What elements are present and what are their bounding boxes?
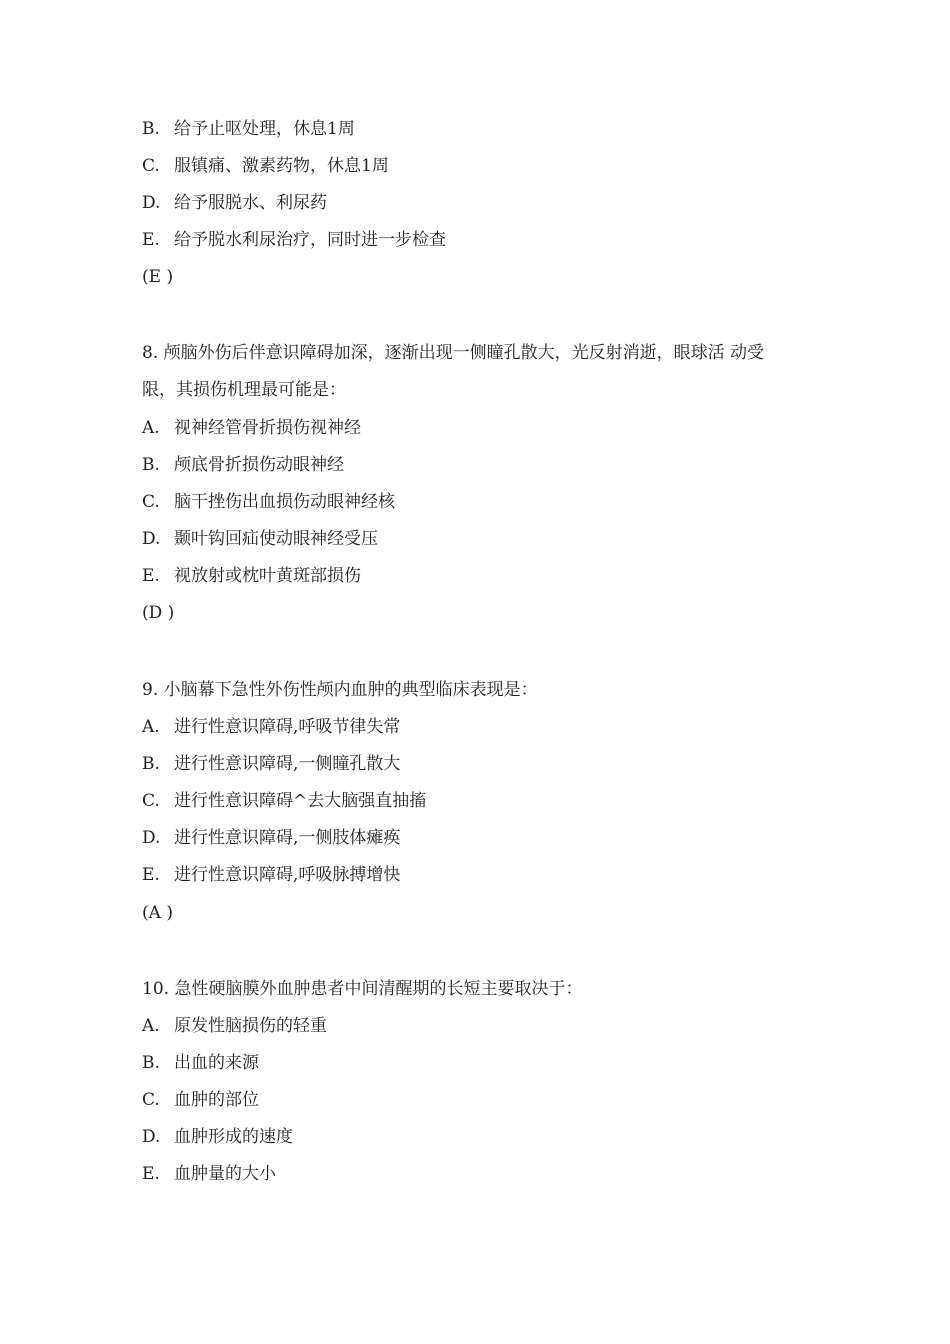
q8-stem (142, 342, 832, 416)
q7-answer: (E ) (142, 267, 174, 287)
q9-option-b (142, 753, 400, 775)
option-text: 血肿量的大小 (174, 1164, 276, 1184)
option-text: 服镇痛、激素药物，休息1周 (174, 156, 389, 176)
q10-stem: 10. 急性硬脑膜外血肿患者中间清醒期的长短主要取决于： (142, 979, 583, 999)
option-text: 颞叶钩回疝使动眼神经受压 (174, 529, 378, 549)
option-text: 原发性脑损伤的轻重 (174, 1016, 327, 1036)
option-text: 进行性意识障碍,一侧肢体瘫痪 (174, 828, 401, 848)
option-label: D. (142, 828, 161, 848)
q10-option-a (142, 1015, 327, 1037)
option-label: E. (142, 1164, 160, 1184)
option-label: C. (142, 492, 160, 512)
q8-option-a (142, 417, 361, 439)
option-label: C. (142, 156, 160, 176)
q8-option-b (142, 454, 344, 476)
option-label: C. (142, 791, 160, 811)
option-text: 进行性意识障碍^去大脑强直抽搐 (174, 791, 427, 811)
q10-option-d (142, 1126, 293, 1148)
q7-option-b (142, 118, 355, 140)
q8-stem-line-1: 8. 颅脑外伤后伴意识障碍加深，逐渐出现一侧瞳孔散大，光反射消逝，眼球活 动受 (142, 343, 765, 363)
q10-option-e (142, 1163, 276, 1185)
q9-option-c (142, 790, 426, 812)
q9-stem: 9. 小脑幕下急性外伤性颅内血肿的典型临床表现是： (142, 680, 538, 700)
q9-answer: (A ) (142, 903, 173, 923)
option-label: D. (142, 1127, 161, 1147)
option-label: B. (142, 119, 160, 139)
option-label: B. (142, 455, 160, 475)
option-text: 脑干挫伤出血损伤动眼神经核 (174, 492, 395, 512)
q7-option-c (142, 155, 389, 177)
q8-option-d (142, 528, 378, 550)
option-text: 视放射或枕叶黄斑部损伤 (174, 566, 361, 586)
option-text: 给予止呕处理，休息1周 (174, 119, 355, 139)
option-text: 给予脱水利尿治疗，同时进一步检查 (174, 230, 446, 250)
option-label: E. (142, 865, 160, 885)
option-text: 血肿形成的速度 (174, 1127, 293, 1147)
q9-option-a (142, 716, 400, 738)
option-label: D. (142, 193, 161, 213)
option-text: 颅底骨折损伤动眼神经 (174, 455, 344, 475)
q8-option-c (142, 491, 395, 513)
q7-option-d (142, 192, 327, 214)
option-text: 进行性意识障碍,一侧瞳孔散大 (174, 754, 401, 774)
option-text: 视神经管骨折损伤视神经 (174, 418, 361, 438)
q9-option-d (142, 827, 400, 849)
q9-option-e (142, 864, 400, 886)
option-label: B. (142, 754, 160, 774)
option-label: E. (142, 566, 160, 586)
option-label: A. (142, 717, 160, 737)
option-text: 进行性意识障碍,呼吸脉搏增快 (174, 865, 401, 885)
option-text: 血肿的部位 (174, 1090, 259, 1110)
q8-answer: (D ) (142, 603, 175, 623)
option-label: E. (142, 230, 160, 250)
q7-option-e (142, 229, 446, 251)
option-label: B. (142, 1053, 160, 1073)
q8-stem-line-2: 限，其损伤机理最可能是： (142, 380, 346, 400)
option-text: 出血的来源 (174, 1053, 259, 1073)
q10-option-b (142, 1052, 259, 1074)
option-label: A. (142, 1016, 160, 1036)
q8-option-e (142, 565, 361, 587)
option-text: 进行性意识障碍,呼吸节律失常 (174, 717, 401, 737)
q10-option-c (142, 1089, 259, 1111)
option-text: 给予服脱水、利尿药 (174, 193, 327, 213)
option-label: C. (142, 1090, 160, 1110)
option-label: A. (142, 418, 160, 438)
option-label: D. (142, 529, 161, 549)
